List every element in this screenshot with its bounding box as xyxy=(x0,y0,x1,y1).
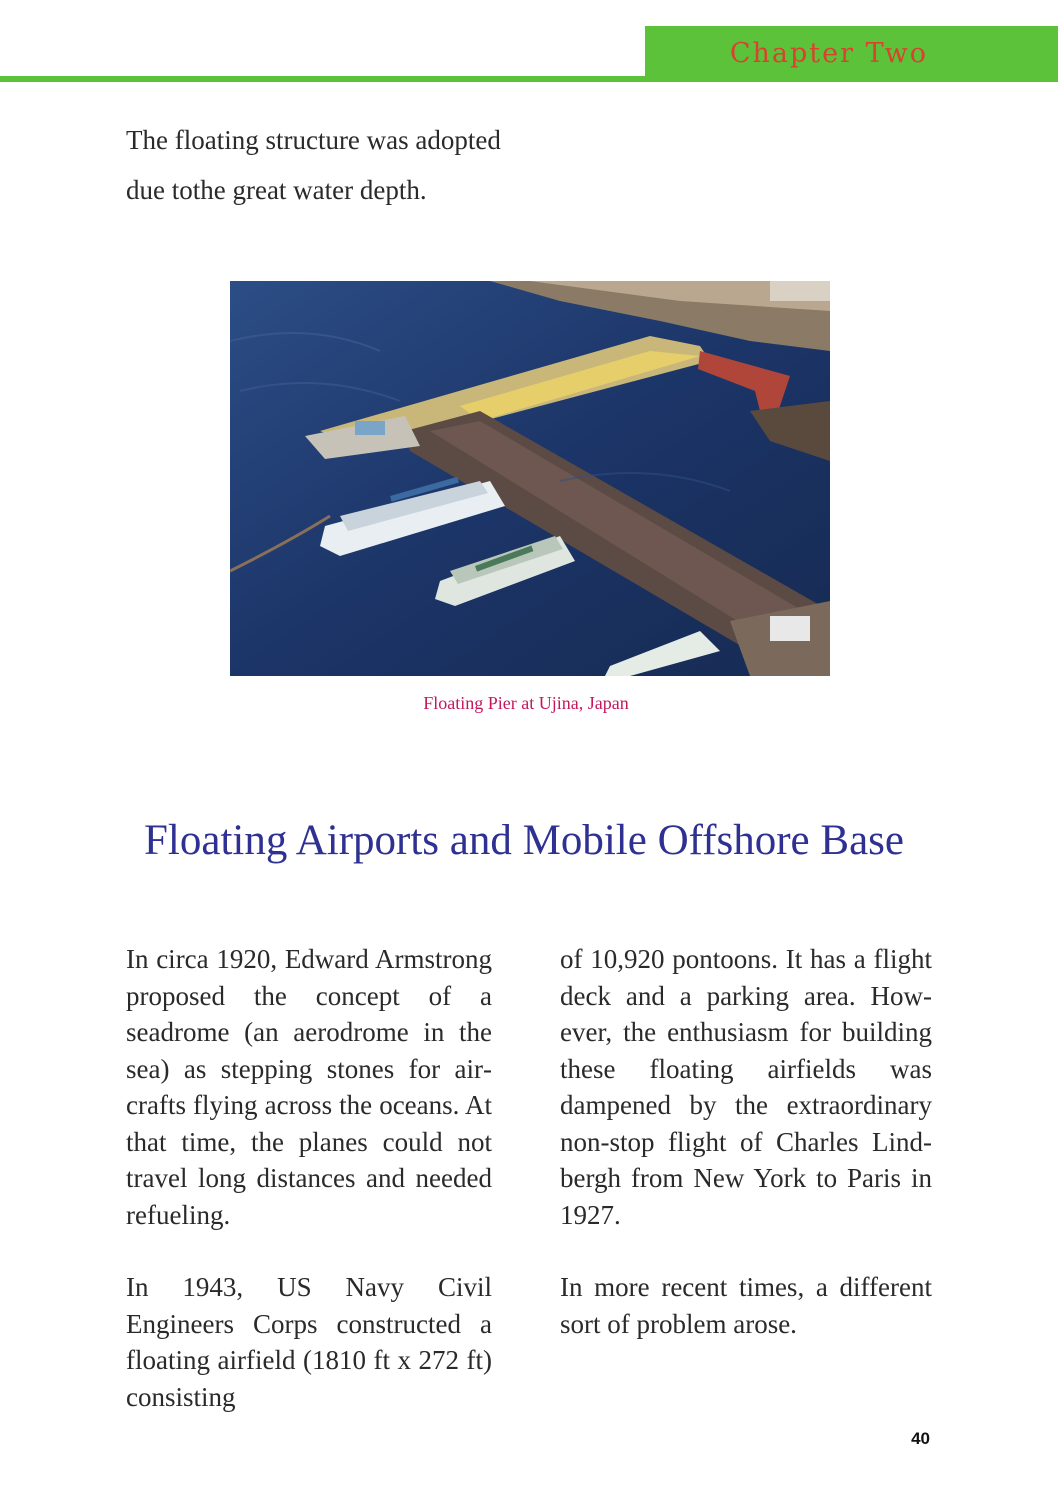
right-column xyxy=(560,941,932,1378)
page-number: 40 xyxy=(911,1429,930,1448)
figure-caption: Floating Pier at Ujina, Japan xyxy=(423,693,629,713)
section-heading: Floating Airports and Mobile Offshore Base xyxy=(144,817,904,864)
right-paragraph-1: of 10,920 pontoons. It has a flight deck and a parking area. However, the enthusiasm for building these floating airfields was dampened by the extraordinary non-stop flight of Charles Lindbergh from New York to Paris in 1927. xyxy=(560,944,932,1230)
intro-line-2: due tothe great water depth. xyxy=(126,175,427,205)
left-paragraph-1: In circa 1920, Edward Armstrong proposed the concept of a seadrome (an aerodrome in the sea) as stepping stones for aircrafts flying across the oceans. At that time, the planes could not travel long distances and needed refueling. xyxy=(126,944,492,1230)
left-column xyxy=(126,941,492,1451)
aerial-photo-icon xyxy=(230,281,830,676)
floating-pier-photo xyxy=(230,281,830,676)
right-paragraph-2: In more recent times, a different sort of problem arose. xyxy=(560,1272,932,1339)
intro-paragraph xyxy=(126,115,586,215)
left-paragraph-2: In 1943, US Navy Civil Engineers Corps constructed a floating airfield (1810 ft x 272 ft) consisting xyxy=(126,1272,492,1412)
chapter-tab xyxy=(645,26,1058,80)
intro-line-1: The floating structure was adopted xyxy=(126,125,501,155)
chapter-label: Chapter Two xyxy=(729,37,928,69)
